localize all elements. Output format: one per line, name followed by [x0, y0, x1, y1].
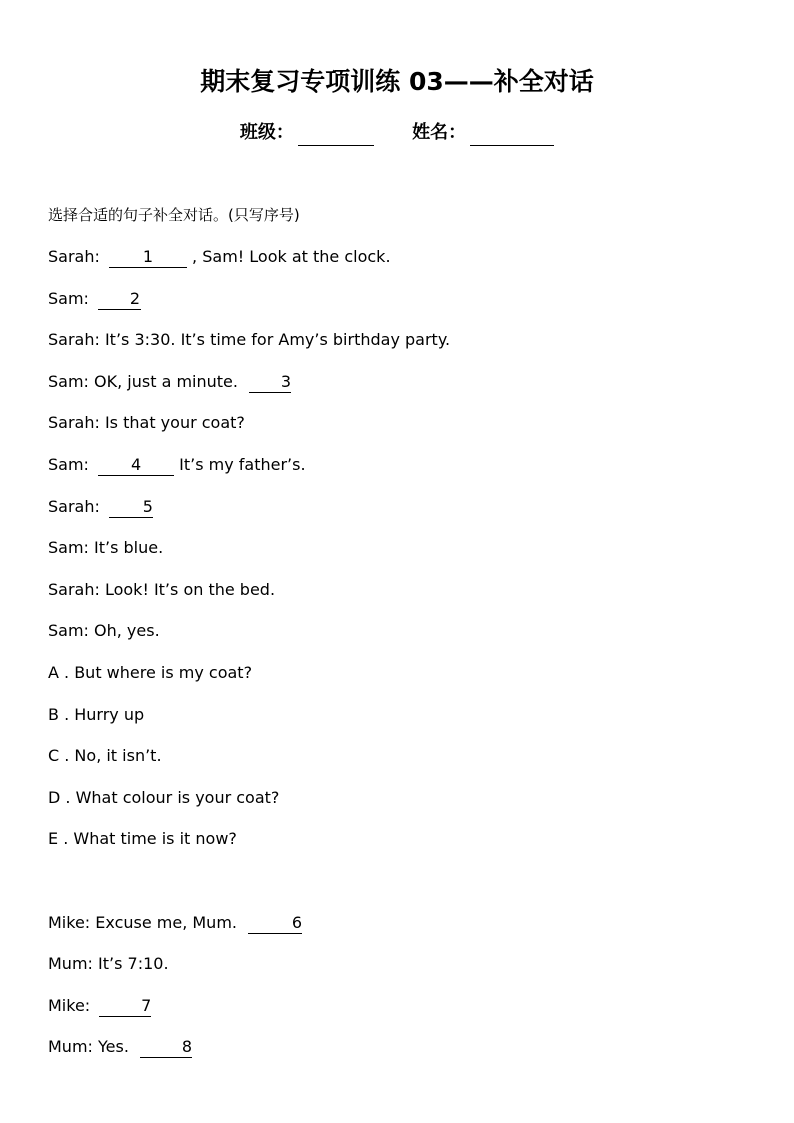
option-d: D . What colour is your coat? — [48, 788, 280, 807]
class-label: 班级： — [239, 122, 294, 143]
line-text: Sam: It’s blue. — [48, 538, 164, 557]
dialogue-line — [48, 329, 450, 351]
line-text: Mike: — [48, 996, 96, 1015]
line-text: Mum: Yes. — [48, 1037, 135, 1056]
line-text: Sam: OK, just a minute. — [48, 372, 244, 391]
answer-blank[interactable]: 6 — [248, 913, 302, 934]
option-e: E . What time is it now? — [48, 829, 237, 848]
line-text: Sam: Oh, yes. — [48, 621, 160, 640]
option-a: A . But where is my coat? — [48, 663, 253, 682]
dialogue-line — [48, 912, 302, 934]
dialogue-line — [48, 496, 153, 518]
dialogue-line — [48, 995, 151, 1017]
dialogue-line — [48, 953, 169, 975]
answer-blank[interactable]: 5 — [109, 497, 153, 518]
dialogue-line — [48, 620, 160, 642]
dialogue-line — [48, 246, 391, 268]
class-field — [240, 120, 374, 146]
dialogue-line — [48, 288, 141, 310]
option-c: C . No, it isn’t. — [48, 746, 162, 765]
line-text: Sarah: — [48, 497, 105, 516]
line-text: Sarah: Is that your coat? — [48, 413, 245, 432]
instruction: 选择合适的句子补全对话。(只写序号) — [48, 206, 300, 224]
option-b: B . Hurry up — [48, 705, 145, 724]
dialogue-line — [48, 579, 275, 601]
student-info — [0, 120, 794, 146]
name-blank-line[interactable] — [470, 127, 554, 146]
line-text: Mum: It’s 7:10. — [48, 954, 169, 973]
dialogue-line — [48, 454, 306, 476]
dialogue-line — [48, 412, 245, 434]
line-text: Sarah: — [48, 247, 105, 266]
answer-blank[interactable]: 2 — [98, 289, 141, 310]
line-text: Sam: — [48, 289, 95, 308]
line-text: Sarah: Look! It’s on the bed. — [48, 580, 276, 599]
line-text: Sarah: It’s 3:30. It’s time for Amy’s birthday party. — [48, 330, 451, 349]
dialogue-line — [48, 371, 291, 393]
class-blank-line[interactable] — [298, 127, 374, 146]
worksheet-title: 期末复习专项训练 03——补全对话 — [200, 67, 594, 96]
line-text: Sam: — [48, 455, 95, 474]
answer-blank[interactable]: 8 — [140, 1037, 192, 1058]
line-text: It’s my father’s. — [174, 455, 306, 474]
dialogue-line — [48, 537, 163, 559]
line-text: , Sam! Look at the clock. — [186, 247, 391, 266]
line-text: Mike: Excuse me, Mum. — [48, 913, 243, 932]
dialogue-line — [48, 1036, 192, 1058]
answer-blank[interactable]: 4 — [98, 455, 174, 476]
answer-blank[interactable]: 3 — [249, 372, 291, 393]
name-field — [412, 120, 554, 146]
name-label: 姓名： — [412, 122, 467, 143]
answer-blank[interactable]: 7 — [99, 996, 151, 1017]
answer-blank[interactable]: 1 — [109, 247, 187, 268]
